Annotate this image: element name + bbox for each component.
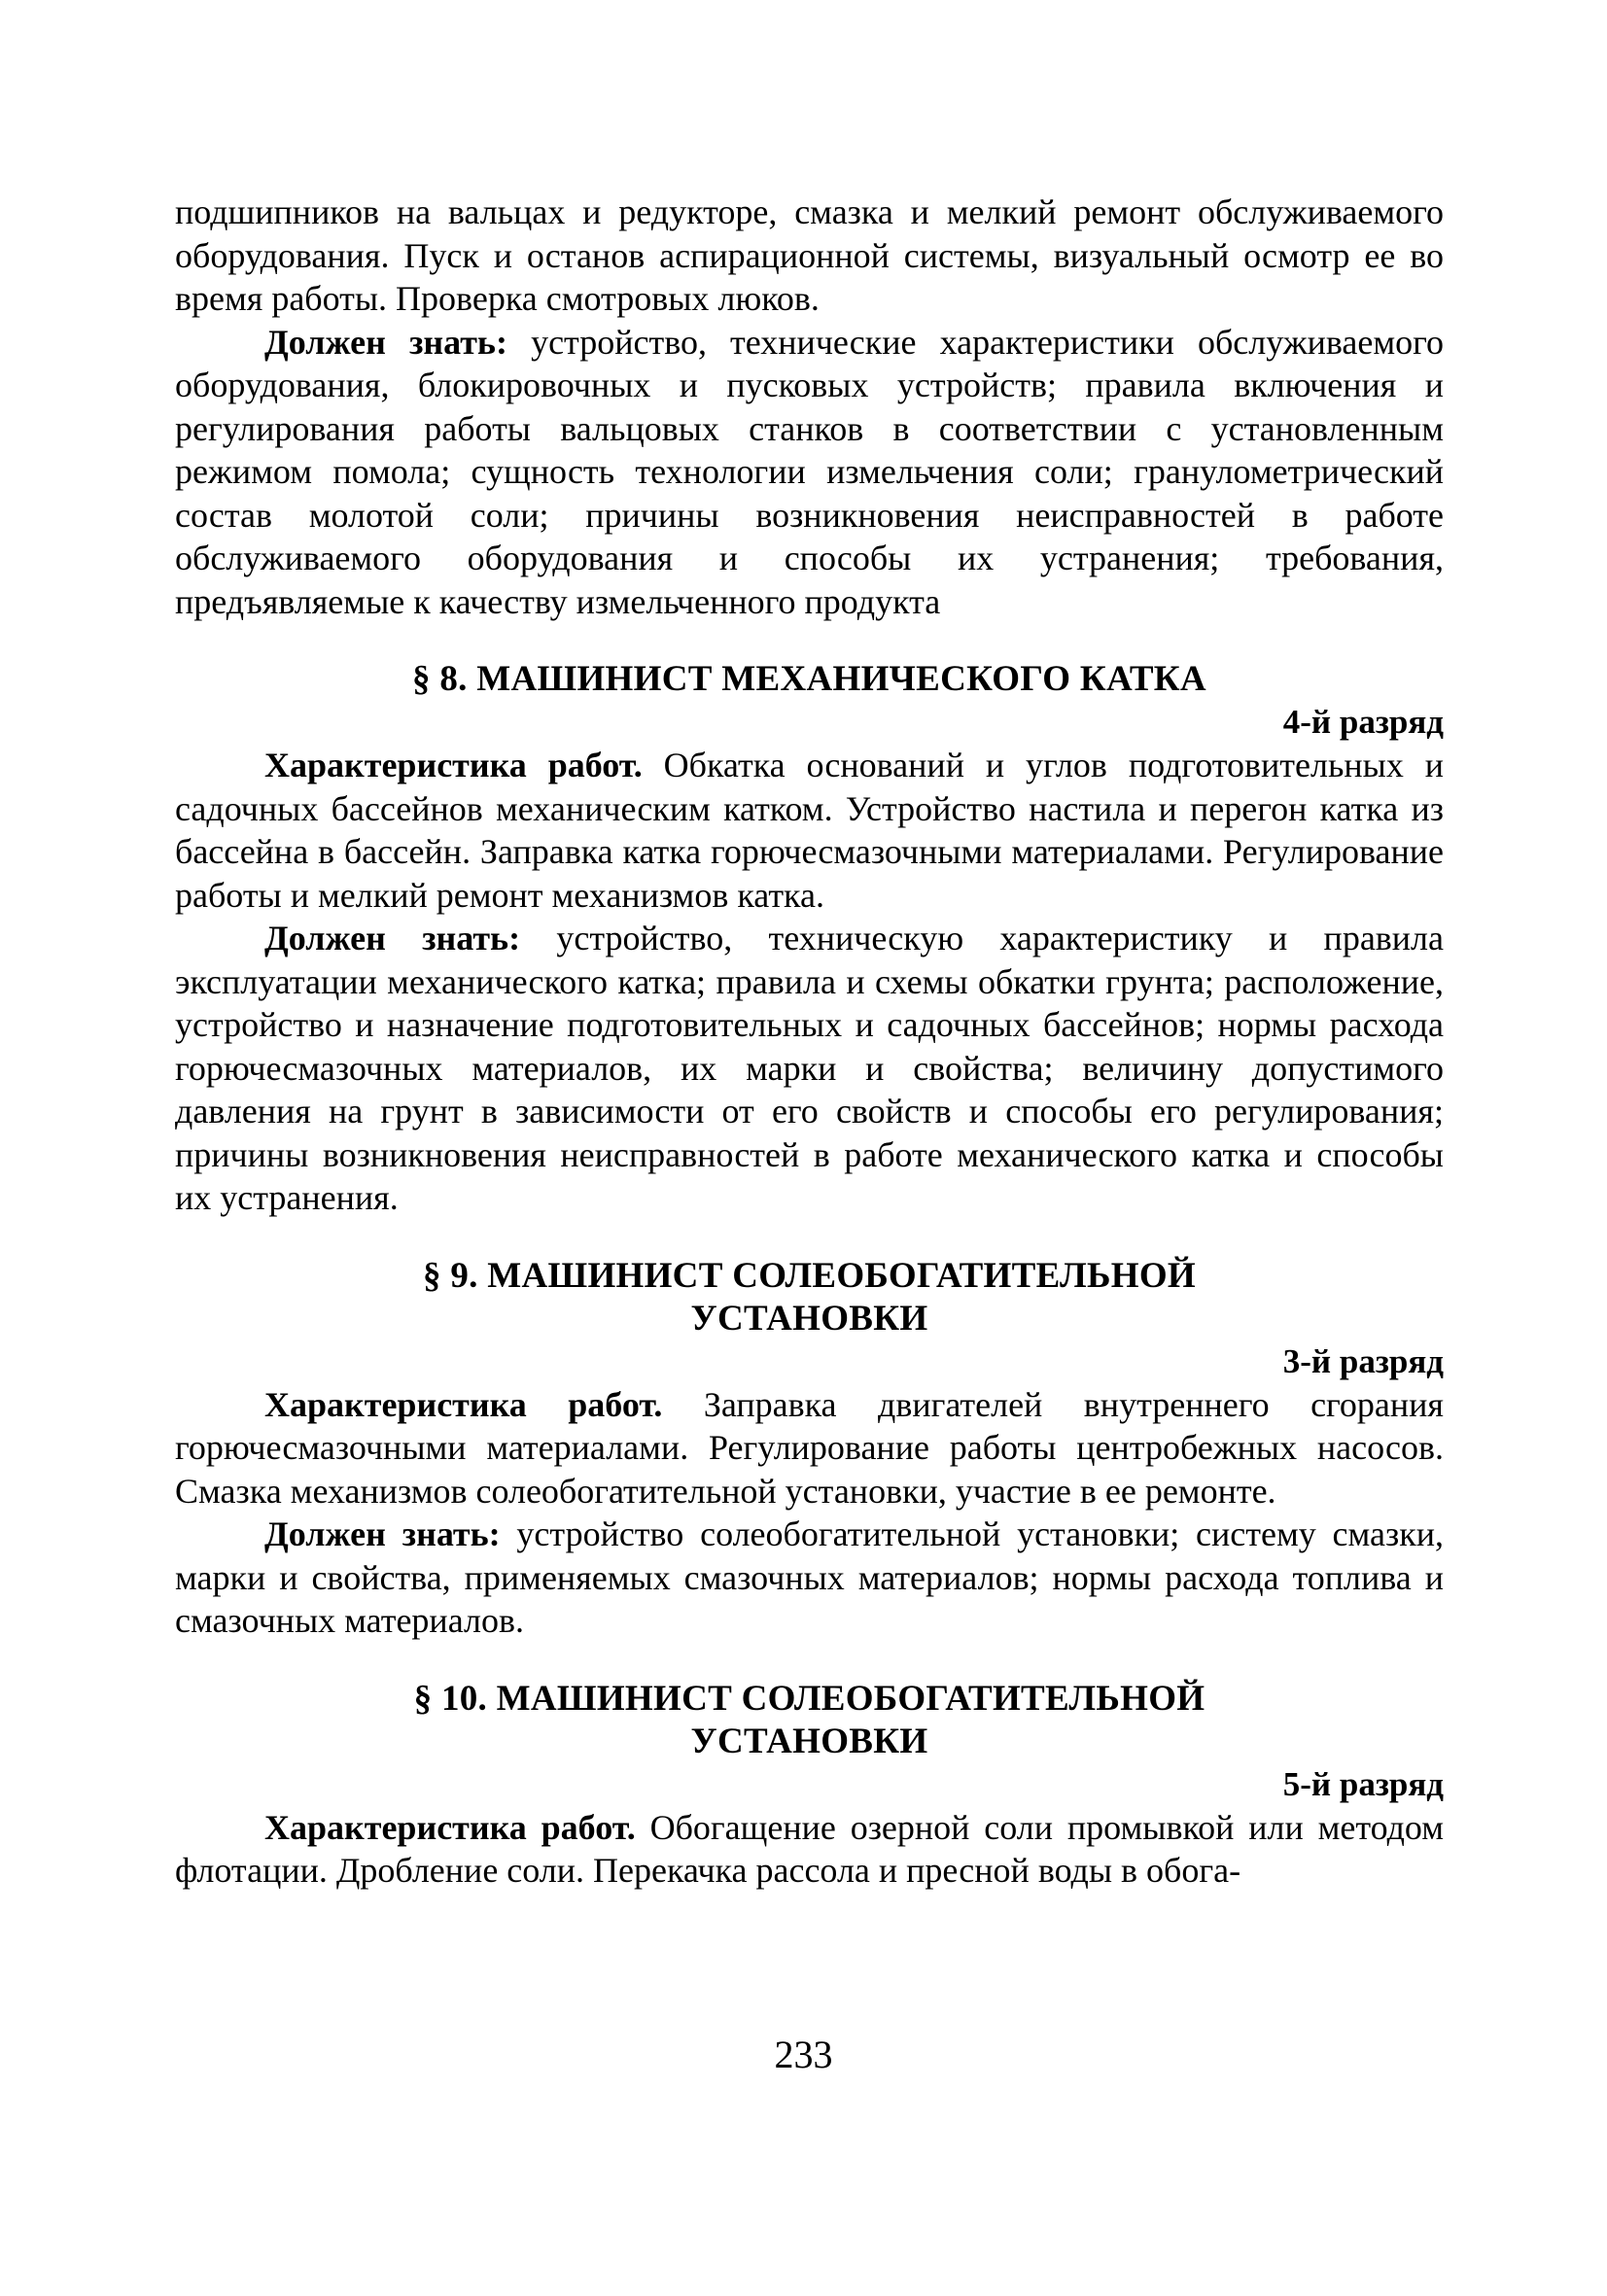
section-8-title: § 8. МАШИНИСТ МЕХАНИЧЕСКОГО КАТКА [412,659,1206,699]
section-8-grade: 4-й разряд [1282,703,1444,741]
section-10-grade: 5-й разряд [1282,1764,1444,1803]
section-10-title-line1: § 10. МАШИНИСТ СОЛЕОБОГАТИТЕЛЬНОЙ [413,1678,1205,1719]
section-9-title [175,1255,1444,1340]
characteristics-text: Обкатка оснований и углов подготовительных и садочных бассейнов механическим катком. Устройство настила и перегон катка из бассейна в бассейн. Заправка катка горючесмазочными материалами. Регулирование работы и мелкий ремонт механизмов катка. [175,746,1445,915]
section-gap [175,623,1444,658]
section-gap [175,1220,1444,1255]
section-8-characteristics [175,744,1444,917]
page-content [175,191,1444,1893]
section-8-knowledge [175,917,1444,1220]
section-9-grade: 3-й разряд [1282,1341,1444,1380]
section-9-knowledge [175,1513,1444,1643]
section-10-title-line2: УСТАНОВКИ [690,1721,928,1761]
section-9-characteristics [175,1383,1444,1513]
section-9-title-line2: УСТАНОВКИ [690,1298,928,1339]
knowledge-text: устройство солеобогатительной установки; систему смазки, марки и свойства, применяемых смазочных материалов; нормы расхода топлива и смазочных материалов. [175,1514,1444,1640]
characteristics-text: Обогащение озерной соли промывкой или методом флотации. Дробление соли. Перекачка рассола и пресной воды в обога- [175,1807,1444,1890]
characteristics-label: Характеристика работ. [264,746,643,784]
characteristics-label: Характеристика работ. [264,1807,636,1847]
knowledge-text: устройство, техническую характеристику и правила эксплуатации механического катка; правила и схемы обкатки грунта; расположение, устройство и назначение подготовительных и садочных бассейнов; нормы расхода горючесмазочных материалов, их марки и свойства; величину допустимого давления на грунт в зависимости от его свойств и способы его регулирования; причины возникновения неисправностей в работе механического катка и способы их устранения. [175,919,1444,1217]
knowledge-text: устройство, технические характеристики обслуживаемого оборудования, блокировочных и пусковых устройств; правила включения и регулирования работы вальцовых станков в соответствии с установленным режимом помола; сущность технологии измельчения соли; гранулометрический состав молотой соли; причины возникновения неисправностей в работе обслуживаемого оборудования и способы их устранения; требования, предъявляемые к качеству измельченного продукта [175,322,1445,621]
page-number: 233 [774,2033,833,2076]
knowledge-label: Должен знать: [264,919,521,957]
section-9-title-line1: § 9. МАШИНИСТ СОЛЕОБОГАТИТЕЛЬНОЙ [423,1255,1196,1296]
characteristics-label: Характеристика работ. [264,1384,663,1424]
knowledge-label: Должен знать: [264,1514,501,1553]
section-gap [175,1643,1444,1678]
intro-paragraph: подшипников на вальцах и редукторе, смазка и мелкий ремонт обслуживаемого оборудования. Пуск и останов аспирационной системы, визуальный осмотр ее во время работы. Проверка смотровых люков. [175,192,1444,318]
knowledge-label: Должен знать: [264,322,507,362]
intro-knowledge-paragraph [175,321,1444,624]
section-10-title [175,1678,1444,1763]
section-10-characteristics [175,1806,1444,1893]
characteristics-text: Заправка двигателей внутреннего сгорания горючесмазочными материалами. Регулирование работы центробежных насосов. Смазка механизмов солеобогатительной установки, участие в ее ремонте. [175,1384,1444,1511]
